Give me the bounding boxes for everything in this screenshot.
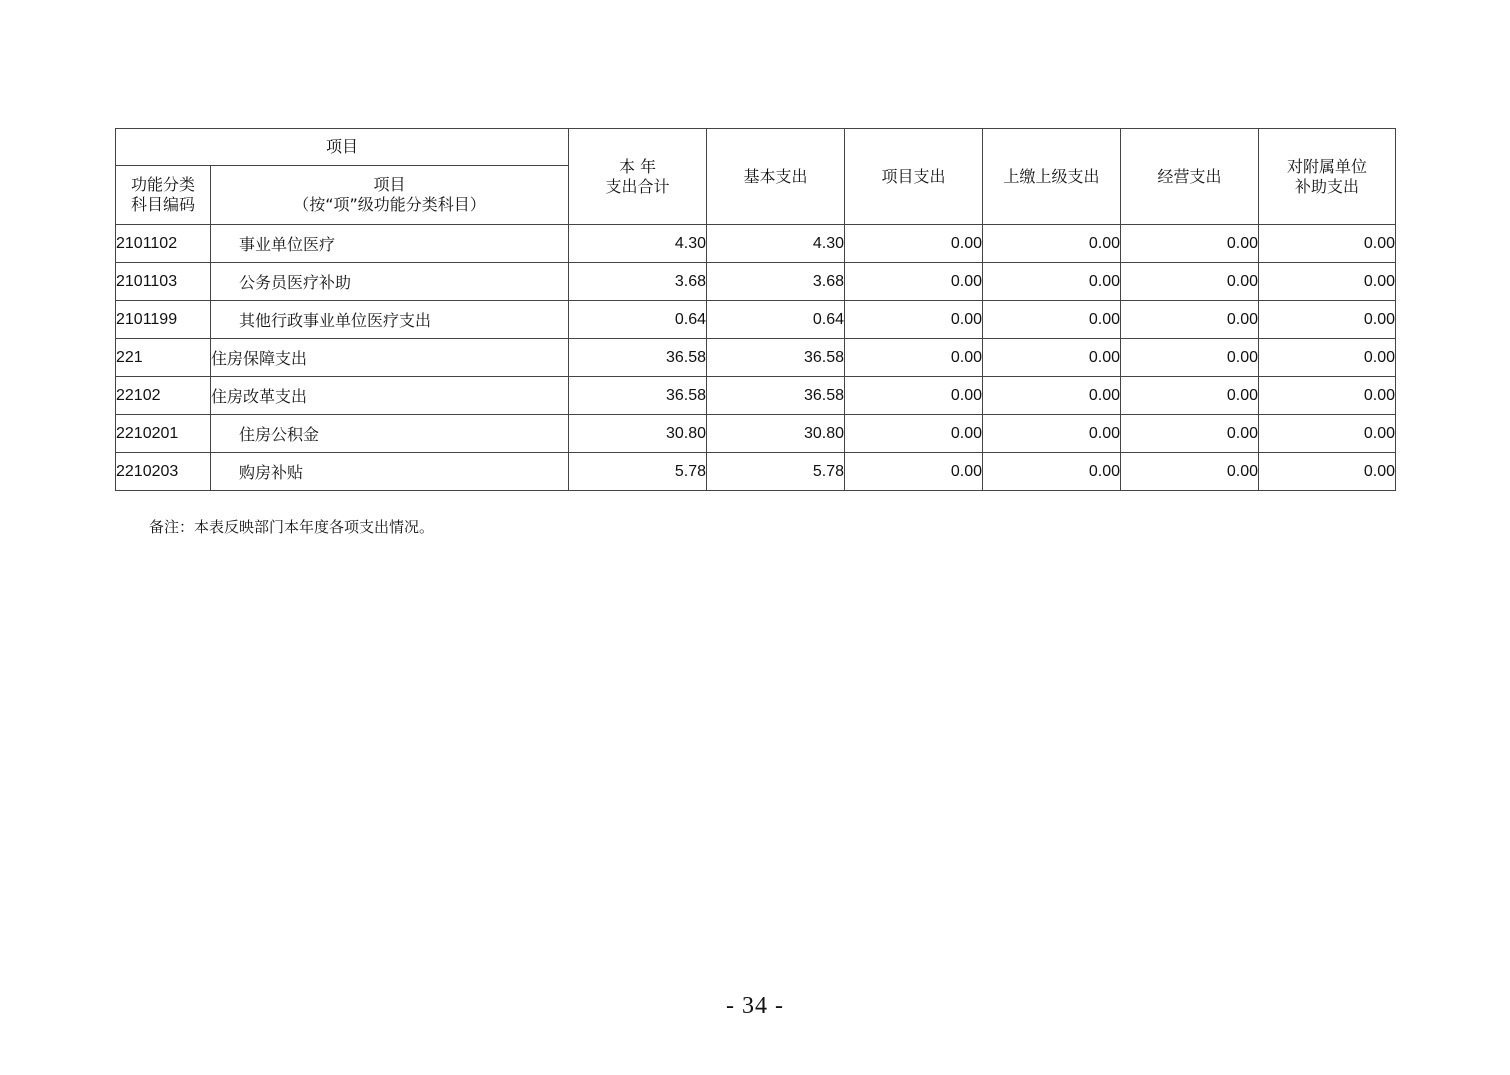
row-basic: 36.58 [707,339,845,377]
header-upper: 上缴上级支出 [983,129,1121,225]
table-row [116,225,1396,263]
header-code [116,166,211,225]
row-name: 事业单位医疗 [211,225,569,263]
row-code: 2101199 [116,301,211,339]
row-upper: 0.00 [983,453,1121,491]
table-row [116,377,1396,415]
table-row [116,339,1396,377]
row-name: 住房改革支出 [211,377,569,415]
row-project: 0.00 [845,415,983,453]
row-subsidy: 0.00 [1259,301,1396,339]
row-basic: 5.78 [707,453,845,491]
header-total [569,129,707,225]
header-item [211,166,569,225]
header-project-group: 项目 [116,129,569,166]
row-subsidy: 0.00 [1259,415,1396,453]
row-business: 0.00 [1121,263,1259,301]
row-project: 0.00 [845,225,983,263]
table-note: 备注：本表反映部门本年度各项支出情况。 [149,518,435,536]
row-subsidy: 0.00 [1259,225,1396,263]
header-total-line1: 本 年 [618,156,657,176]
row-code: 2210201 [116,415,211,453]
row-total: 30.80 [569,415,707,453]
row-project: 0.00 [845,377,983,415]
row-total: 0.64 [569,301,707,339]
header-code-line2: 科目编码 [130,195,195,214]
row-business: 0.00 [1121,225,1259,263]
row-code: 2101103 [116,263,211,301]
row-upper: 0.00 [983,339,1121,377]
row-total: 4.30 [569,225,707,263]
row-basic: 0.64 [707,301,845,339]
row-upper: 0.00 [983,225,1121,263]
table-row [116,263,1396,301]
row-total: 5.78 [569,453,707,491]
row-name: 住房保障支出 [211,339,569,377]
row-basic: 30.80 [707,415,845,453]
row-code: 22102 [116,377,211,415]
row-subsidy: 0.00 [1259,339,1396,377]
row-code: 2210203 [116,453,211,491]
row-code: 221 [116,339,211,377]
page-number: - 34 - [726,993,784,1019]
row-subsidy: 0.00 [1259,377,1396,415]
header-total-line2: 支出合计 [605,176,670,196]
header-subsidy-line2: 补助支出 [1295,176,1360,196]
row-name: 公务员医疗补助 [211,263,569,301]
header-basic: 基本支出 [707,129,845,225]
row-basic: 4.30 [707,225,845,263]
table-row [116,301,1396,339]
row-project: 0.00 [845,263,983,301]
row-total: 3.68 [569,263,707,301]
row-business: 0.00 [1121,453,1259,491]
header-code-line1: 功能分类 [130,175,195,194]
header-item-line1: 项目 [373,175,406,194]
row-basic: 36.58 [707,377,845,415]
row-project: 0.00 [845,301,983,339]
row-business: 0.00 [1121,339,1259,377]
row-subsidy: 0.00 [1259,263,1396,301]
row-total: 36.58 [569,377,707,415]
header-project: 项目支出 [845,129,983,225]
row-project: 0.00 [845,339,983,377]
table-row [116,415,1396,453]
row-code: 2101102 [116,225,211,263]
row-upper: 0.00 [983,301,1121,339]
row-project: 0.00 [845,453,983,491]
header-subsidy-line1: 对附属单位 [1287,156,1368,176]
row-upper: 0.00 [983,415,1121,453]
table-row [116,453,1396,491]
expenditure-table [115,128,1396,491]
row-upper: 0.00 [983,377,1121,415]
row-total: 36.58 [569,339,707,377]
row-name: 其他行政事业单位医疗支出 [211,301,569,339]
row-business: 0.00 [1121,377,1259,415]
header-subsidy [1259,129,1396,225]
header-item-line2: （按“项”级功能分类科目） [293,195,486,214]
row-basic: 3.68 [707,263,845,301]
row-upper: 0.00 [983,263,1121,301]
row-subsidy: 0.00 [1259,453,1396,491]
header-business: 经营支出 [1121,129,1259,225]
row-business: 0.00 [1121,301,1259,339]
row-name: 住房公积金 [211,415,569,453]
row-name: 购房补贴 [211,453,569,491]
row-business: 0.00 [1121,415,1259,453]
